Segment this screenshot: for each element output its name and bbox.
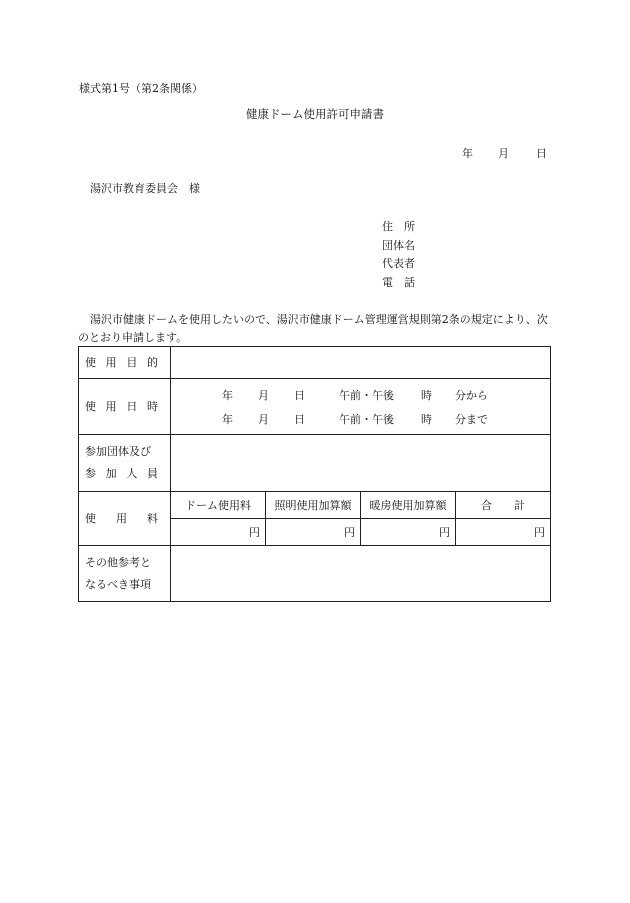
from-minute: 分から [455, 388, 488, 402]
datetime-from-line [171, 383, 550, 407]
addressee: 湯沢市教育委員会 様 [90, 182, 200, 195]
fee-header-heating: 暖房使用加算額 [361, 492, 456, 519]
to-minute: 分まで [455, 412, 488, 426]
label-char: 使 [85, 511, 96, 525]
form-number: 様式第1号（第2条関係） [79, 82, 203, 95]
participants-field[interactable] [171, 435, 551, 492]
applicant-phone-label: 電 話 [382, 276, 415, 289]
datetime-label [79, 379, 171, 435]
datetime-to-line [171, 407, 550, 431]
applicant-representative-label: 代表者 [382, 257, 415, 270]
label-char: 用 [116, 511, 127, 525]
fee-value-heating[interactable]: 円 [361, 519, 456, 546]
label-char: 用 [105, 399, 117, 413]
participants-label-line-2 [85, 463, 158, 485]
applicant-address-label: 住 所 [382, 220, 415, 233]
other-notes-label-line-2: なるべき事項 [85, 577, 151, 591]
label-char: 加 [105, 467, 117, 480]
fee-header-total: 合 計 [456, 492, 551, 519]
date-month: 月 [498, 147, 509, 160]
body-text: 湯沢市健康ドームを使用したいので、湯沢市健康ドーム管理運営規則第2条の規定により、次のとおり申請します。 [78, 313, 548, 344]
datetime-field[interactable] [171, 379, 551, 435]
to-day: 日 [294, 412, 305, 426]
label-char: 目 [126, 355, 138, 369]
label-char: 人 [126, 467, 138, 480]
date-year: 年 [462, 147, 473, 160]
document-title: 健康ドーム使用許可申請書 [246, 107, 384, 121]
date-line [462, 145, 547, 161]
purpose-label [79, 347, 171, 379]
label-char: 用 [105, 355, 117, 369]
to-year: 年 [222, 412, 233, 426]
applicant-group-label: 団体名 [382, 239, 415, 252]
fee-label-text [85, 508, 158, 530]
from-year: 年 [222, 388, 233, 402]
label-char: 時 [146, 399, 158, 413]
datetime-label-text [85, 396, 158, 418]
fee-header-lighting: 照明使用加算額 [266, 492, 361, 519]
fee-value-dome[interactable]: 円 [171, 519, 266, 546]
participants-label [79, 435, 171, 492]
to-month: 月 [258, 412, 269, 426]
from-day: 日 [294, 388, 305, 402]
fee-value-lighting[interactable]: 円 [266, 519, 361, 546]
from-ampm: 午前・午後 [339, 388, 394, 402]
label-char: 日 [126, 399, 138, 413]
fee-label [79, 492, 171, 546]
label-char: 員 [146, 467, 158, 480]
fee-header-dome: ドーム使用料 [171, 492, 266, 519]
to-ampm: 午前・午後 [339, 412, 394, 426]
other-notes-field[interactable] [171, 546, 551, 602]
label-char: 参 [85, 467, 96, 480]
other-notes-label-line-1: その他参考と [85, 555, 151, 569]
participants-label-line-1: 参加団体及び [85, 445, 151, 458]
label-char: 料 [147, 511, 158, 525]
other-notes-label [79, 546, 171, 602]
label-char: 的 [146, 355, 158, 369]
date-day: 日 [536, 147, 547, 160]
purpose-label-text [85, 352, 158, 374]
to-hour: 時 [421, 412, 432, 426]
from-month: 月 [258, 388, 269, 402]
fee-value-total[interactable]: 円 [456, 519, 551, 546]
purpose-field[interactable] [171, 347, 551, 379]
label-char: 使 [85, 355, 96, 369]
application-table [78, 346, 551, 602]
label-char: 使 [85, 399, 96, 413]
from-hour: 時 [421, 388, 432, 402]
